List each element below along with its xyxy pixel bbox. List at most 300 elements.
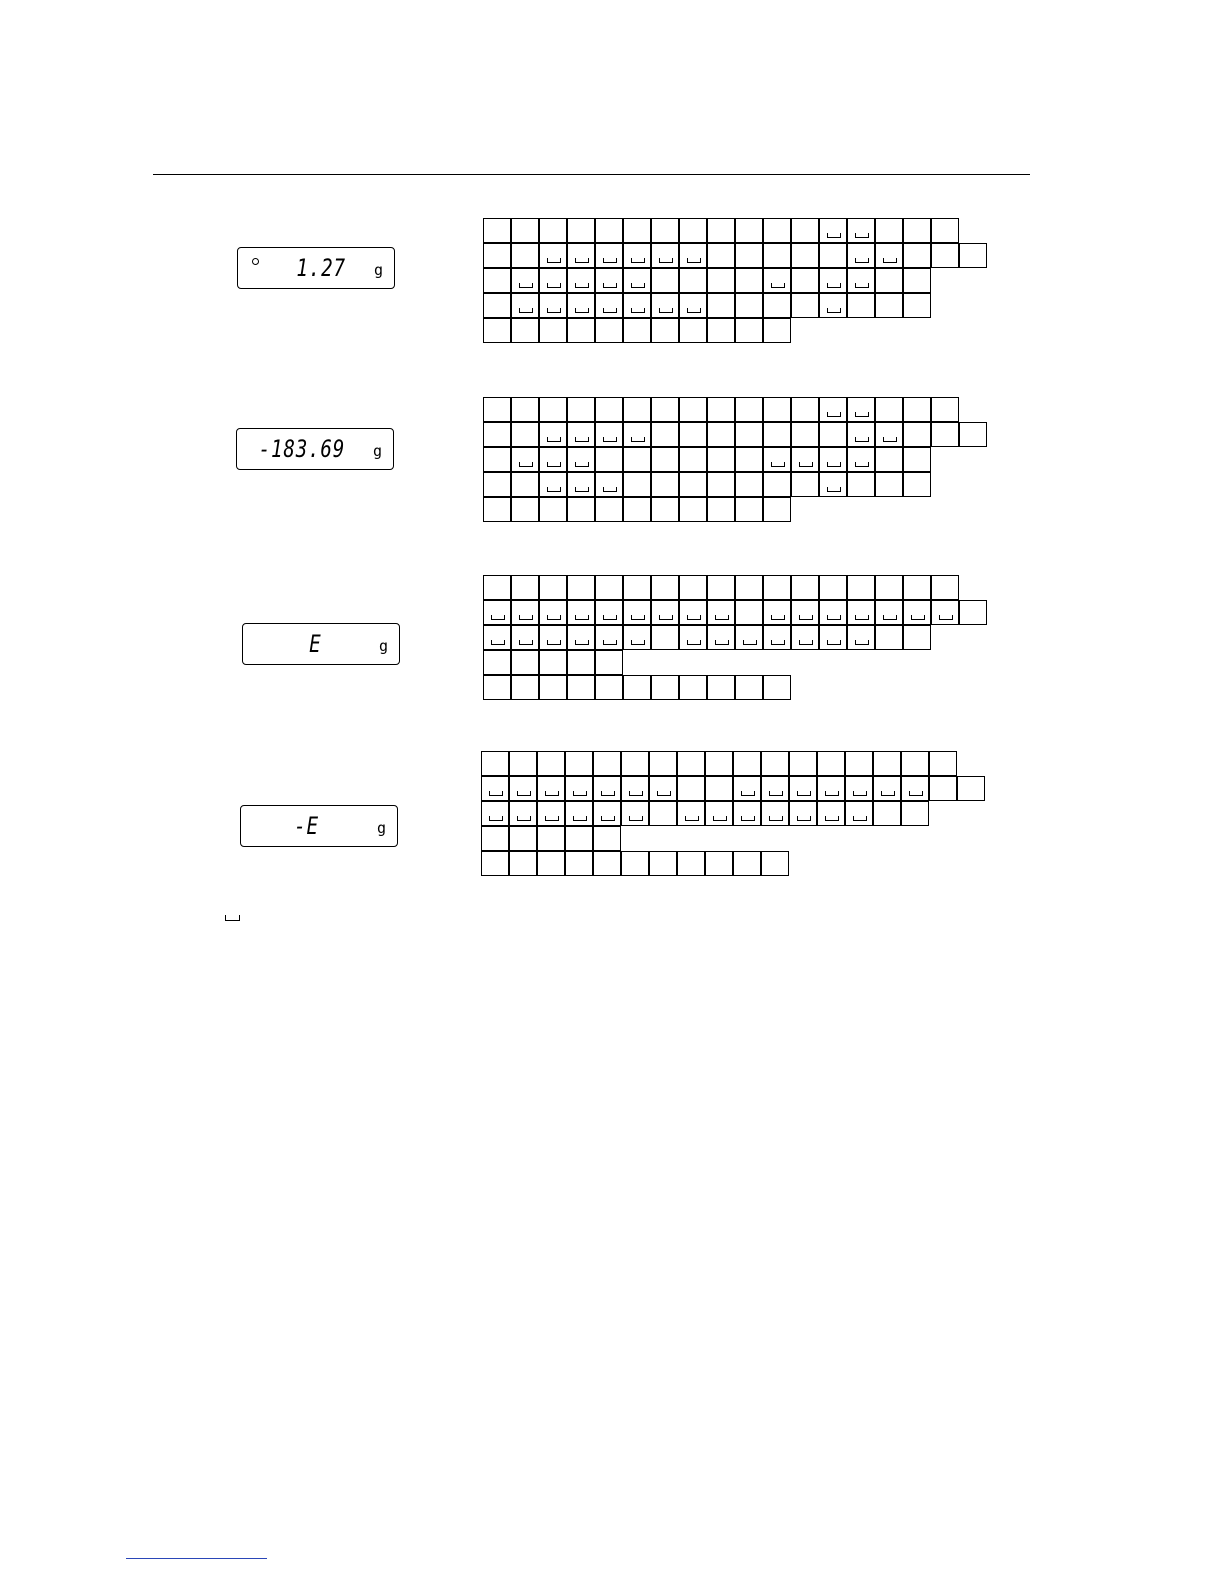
character-cell <box>649 801 677 826</box>
character-cell <box>679 497 707 522</box>
character-cell <box>735 575 763 600</box>
space-character-icon <box>827 615 841 620</box>
character-cell <box>763 472 791 497</box>
character-cell <box>959 600 987 625</box>
character-cell <box>875 268 903 293</box>
space-character-icon <box>797 791 811 796</box>
character-cell <box>707 600 735 625</box>
balance-display-4 <box>240 805 398 847</box>
character-cell <box>565 826 593 851</box>
character-cell <box>595 293 623 318</box>
character-cell <box>735 447 763 472</box>
character-cell <box>593 851 621 876</box>
character-cell <box>679 447 707 472</box>
space-character-icon <box>631 615 645 620</box>
character-cell <box>511 243 539 268</box>
character-cell <box>847 600 875 625</box>
character-cell <box>847 397 875 422</box>
character-cell <box>789 751 817 776</box>
space-character-icon <box>575 487 589 492</box>
character-cell <box>623 218 651 243</box>
character-cell <box>733 801 761 826</box>
character-cell <box>651 575 679 600</box>
space-character-icon <box>657 791 671 796</box>
character-cell <box>903 422 931 447</box>
character-cell <box>931 575 959 600</box>
character-cell <box>623 397 651 422</box>
character-cell <box>791 268 819 293</box>
character-cell <box>483 218 511 243</box>
character-cell <box>791 447 819 472</box>
space-character-icon <box>631 258 645 263</box>
space-character-icon <box>769 816 783 821</box>
character-cell <box>873 776 901 801</box>
character-cell <box>875 422 903 447</box>
character-cell <box>763 497 791 522</box>
space-character-icon <box>827 283 841 288</box>
space-character-icon <box>601 816 615 821</box>
space-character-icon <box>575 308 589 313</box>
space-character-icon <box>575 462 589 467</box>
character-cell <box>565 801 593 826</box>
character-cell <box>623 447 651 472</box>
space-character-icon <box>547 615 561 620</box>
character-cell <box>509 801 537 826</box>
character-cell <box>959 422 987 447</box>
character-cell <box>621 751 649 776</box>
character-cell <box>651 293 679 318</box>
character-cell <box>735 293 763 318</box>
character-cell <box>567 397 595 422</box>
character-cell <box>621 801 649 826</box>
space-character-icon <box>491 640 505 645</box>
character-cell <box>763 268 791 293</box>
character-cell <box>707 397 735 422</box>
space-character-icon <box>631 640 645 645</box>
character-cell <box>677 776 705 801</box>
character-cell <box>483 625 511 650</box>
character-cell <box>819 472 847 497</box>
space-character-icon <box>519 283 533 288</box>
space-character-icon <box>883 615 897 620</box>
character-cell <box>539 600 567 625</box>
character-cell <box>565 851 593 876</box>
character-cell <box>651 447 679 472</box>
space-character-icon <box>547 308 561 313</box>
character-cell <box>677 751 705 776</box>
character-cell <box>623 422 651 447</box>
character-cell <box>903 218 931 243</box>
character-cell <box>651 218 679 243</box>
character-cell <box>539 243 567 268</box>
character-cell <box>483 397 511 422</box>
character-cell <box>679 472 707 497</box>
character-cell <box>763 675 791 700</box>
space-character-icon <box>547 640 561 645</box>
character-cell <box>511 600 539 625</box>
character-cell <box>789 776 817 801</box>
display-reading: -E <box>294 812 319 840</box>
space-character-icon <box>603 615 617 620</box>
character-cell <box>511 268 539 293</box>
space-character-icon <box>855 640 869 645</box>
space-character-icon <box>909 791 923 796</box>
space-character-icon <box>603 258 617 263</box>
character-cell <box>929 776 957 801</box>
display-reading: E <box>308 630 321 658</box>
space-character-icon <box>603 308 617 313</box>
space-character-icon <box>797 816 811 821</box>
space-character-icon <box>573 816 587 821</box>
character-cell <box>817 776 845 801</box>
space-character-icon <box>911 615 925 620</box>
character-cell <box>707 268 735 293</box>
character-cell <box>875 625 903 650</box>
character-cell <box>789 801 817 826</box>
character-cell <box>595 268 623 293</box>
character-cell <box>875 218 903 243</box>
character-cell <box>483 422 511 447</box>
character-cell <box>875 243 903 268</box>
character-cell <box>679 422 707 447</box>
character-cell <box>819 243 847 268</box>
character-cell <box>567 675 595 700</box>
character-cell <box>735 422 763 447</box>
character-cell <box>567 625 595 650</box>
character-cell <box>847 268 875 293</box>
character-cell <box>763 422 791 447</box>
space-character-icon <box>575 615 589 620</box>
character-cell <box>567 575 595 600</box>
space-character-icon <box>827 412 841 417</box>
character-cell <box>595 675 623 700</box>
character-cell <box>679 243 707 268</box>
character-cell <box>735 268 763 293</box>
character-cell <box>481 776 509 801</box>
character-cell <box>791 243 819 268</box>
character-cell <box>707 447 735 472</box>
character-cell <box>595 497 623 522</box>
space-character-icon <box>685 816 699 821</box>
character-cell <box>707 675 735 700</box>
character-cell <box>651 318 679 343</box>
space-character-icon <box>629 816 643 821</box>
character-cell <box>649 851 677 876</box>
space-character-icon <box>855 412 869 417</box>
character-cell <box>707 497 735 522</box>
character-cell <box>733 751 761 776</box>
space-character-icon <box>855 437 869 442</box>
character-cell <box>511 293 539 318</box>
character-cell <box>707 625 735 650</box>
character-cell <box>791 293 819 318</box>
space-character-icon <box>799 640 813 645</box>
character-cell <box>651 472 679 497</box>
character-cell <box>903 575 931 600</box>
character-cell <box>623 318 651 343</box>
character-cell <box>763 318 791 343</box>
character-cell <box>567 447 595 472</box>
character-cell <box>567 600 595 625</box>
character-cell <box>539 575 567 600</box>
character-cell <box>649 751 677 776</box>
character-cell <box>509 751 537 776</box>
space-character-icon <box>713 816 727 821</box>
character-cell <box>819 293 847 318</box>
character-cell <box>875 472 903 497</box>
character-cell <box>481 851 509 876</box>
space-character-icon <box>603 283 617 288</box>
character-cell <box>931 600 959 625</box>
character-cell <box>707 472 735 497</box>
space-character-icon <box>771 615 785 620</box>
character-cell <box>873 751 901 776</box>
character-cell <box>791 422 819 447</box>
character-cell <box>791 625 819 650</box>
character-cell <box>873 801 901 826</box>
character-cell <box>761 776 789 801</box>
character-cell <box>595 472 623 497</box>
character-cell <box>735 243 763 268</box>
space-character-icon <box>855 462 869 467</box>
space-character-icon <box>715 640 729 645</box>
space-character-icon <box>853 791 867 796</box>
space-character-icon <box>545 791 559 796</box>
character-cell <box>679 397 707 422</box>
character-cell <box>735 675 763 700</box>
character-cell <box>707 318 735 343</box>
character-cell <box>707 422 735 447</box>
character-cell <box>621 776 649 801</box>
character-cell <box>483 243 511 268</box>
space-character-icon <box>687 615 701 620</box>
space-character-icon <box>601 791 615 796</box>
character-cell <box>595 422 623 447</box>
character-cell <box>511 318 539 343</box>
character-cell <box>705 776 733 801</box>
space-character-icon <box>687 258 701 263</box>
character-cell <box>651 497 679 522</box>
character-cell <box>819 575 847 600</box>
space-character-icon <box>883 258 897 263</box>
space-character-icon <box>771 283 785 288</box>
character-cell <box>539 675 567 700</box>
balance-display-1 <box>237 247 395 289</box>
character-cell <box>679 293 707 318</box>
character-cell <box>567 497 595 522</box>
character-cell <box>735 397 763 422</box>
character-cell <box>623 268 651 293</box>
character-cell <box>903 243 931 268</box>
character-cell <box>651 675 679 700</box>
character-cell <box>539 318 567 343</box>
character-cell <box>567 650 595 675</box>
character-cell <box>537 776 565 801</box>
character-cell <box>931 422 959 447</box>
character-cell <box>511 675 539 700</box>
space-character-icon <box>517 791 531 796</box>
character-cell <box>679 625 707 650</box>
character-cell <box>651 600 679 625</box>
character-cell <box>791 397 819 422</box>
space-character-icon <box>519 615 533 620</box>
space-character-icon <box>547 462 561 467</box>
character-cell <box>483 497 511 522</box>
character-cell <box>819 218 847 243</box>
character-cell <box>679 675 707 700</box>
character-cell <box>539 625 567 650</box>
space-character-icon <box>853 816 867 821</box>
character-cell <box>735 472 763 497</box>
character-cell <box>707 575 735 600</box>
space-character-icon <box>519 308 533 313</box>
space-character-icon <box>827 487 841 492</box>
space-character-icon <box>517 816 531 821</box>
character-cell <box>483 268 511 293</box>
character-cell <box>565 751 593 776</box>
space-character-icon <box>743 640 757 645</box>
character-cell <box>539 497 567 522</box>
space-character-icon <box>771 640 785 645</box>
space-character-icon <box>489 816 503 821</box>
character-cell <box>735 218 763 243</box>
space-character-icon <box>939 615 953 620</box>
character-cell <box>623 575 651 600</box>
character-cell <box>651 268 679 293</box>
character-cell <box>649 776 677 801</box>
character-cell <box>847 575 875 600</box>
display-reading: 1.27 <box>296 254 346 282</box>
character-cell <box>819 600 847 625</box>
character-cell <box>567 243 595 268</box>
character-cell <box>483 293 511 318</box>
space-character-icon <box>827 308 841 313</box>
character-cell <box>875 575 903 600</box>
character-cell <box>761 851 789 876</box>
character-cell <box>845 801 873 826</box>
character-cell <box>537 801 565 826</box>
character-cell <box>483 318 511 343</box>
space-character-icon <box>225 915 240 921</box>
character-cell <box>679 268 707 293</box>
space-character-icon <box>687 640 701 645</box>
character-cell <box>819 422 847 447</box>
character-cell <box>539 268 567 293</box>
space-character-icon <box>659 615 673 620</box>
character-cell <box>791 600 819 625</box>
space-character-icon <box>855 615 869 620</box>
character-cell <box>511 650 539 675</box>
character-cell <box>903 447 931 472</box>
character-cell <box>847 447 875 472</box>
character-cell <box>567 472 595 497</box>
character-cell <box>903 472 931 497</box>
character-cell <box>651 422 679 447</box>
space-character-icon <box>491 615 505 620</box>
space-character-icon <box>659 308 673 313</box>
space-character-icon <box>631 308 645 313</box>
character-cell <box>819 625 847 650</box>
character-cell <box>511 575 539 600</box>
character-cell <box>763 243 791 268</box>
character-cell <box>763 575 791 600</box>
character-cell <box>593 751 621 776</box>
character-cell <box>595 218 623 243</box>
character-cell <box>819 447 847 472</box>
space-character-icon <box>631 283 645 288</box>
space-character-icon <box>827 233 841 238</box>
space-character-icon <box>771 462 785 467</box>
character-cell <box>791 218 819 243</box>
character-cell <box>677 801 705 826</box>
character-cell <box>679 575 707 600</box>
character-cell <box>567 293 595 318</box>
character-cell <box>735 318 763 343</box>
character-cell <box>847 625 875 650</box>
character-cell <box>595 650 623 675</box>
character-cell <box>763 293 791 318</box>
character-cell <box>651 243 679 268</box>
character-cell <box>511 625 539 650</box>
character-cell <box>483 472 511 497</box>
character-cell <box>903 293 931 318</box>
space-character-icon <box>799 615 813 620</box>
character-cell <box>791 575 819 600</box>
character-cell <box>595 397 623 422</box>
character-cell <box>623 243 651 268</box>
character-cell <box>763 447 791 472</box>
space-character-icon <box>827 640 841 645</box>
character-cell <box>733 851 761 876</box>
space-character-icon <box>575 283 589 288</box>
character-cell <box>567 318 595 343</box>
character-cell <box>705 801 733 826</box>
character-cell <box>595 318 623 343</box>
character-cell <box>539 218 567 243</box>
character-cell <box>537 826 565 851</box>
character-cell <box>735 497 763 522</box>
character-cell <box>679 600 707 625</box>
character-cell <box>847 293 875 318</box>
space-character-icon <box>547 258 561 263</box>
display-unit: g <box>373 261 383 279</box>
space-character-icon <box>629 791 643 796</box>
character-cell <box>875 293 903 318</box>
space-character-icon <box>489 791 503 796</box>
character-cell <box>595 600 623 625</box>
space-character-icon <box>855 283 869 288</box>
character-cell <box>511 218 539 243</box>
character-cell <box>483 447 511 472</box>
header-rule <box>153 174 1030 175</box>
display-reading: -183.69 <box>258 435 345 463</box>
character-cell <box>651 625 679 650</box>
character-cell <box>875 447 903 472</box>
balance-display-3 <box>242 623 400 665</box>
space-character-icon <box>603 640 617 645</box>
space-character-icon <box>827 462 841 467</box>
character-cell <box>483 575 511 600</box>
space-character-icon <box>825 791 839 796</box>
space-character-icon <box>575 640 589 645</box>
character-cell <box>735 625 763 650</box>
character-cell <box>733 776 761 801</box>
character-cell <box>761 801 789 826</box>
character-cell <box>819 268 847 293</box>
character-cell <box>623 497 651 522</box>
character-cell <box>593 826 621 851</box>
character-cell <box>623 472 651 497</box>
